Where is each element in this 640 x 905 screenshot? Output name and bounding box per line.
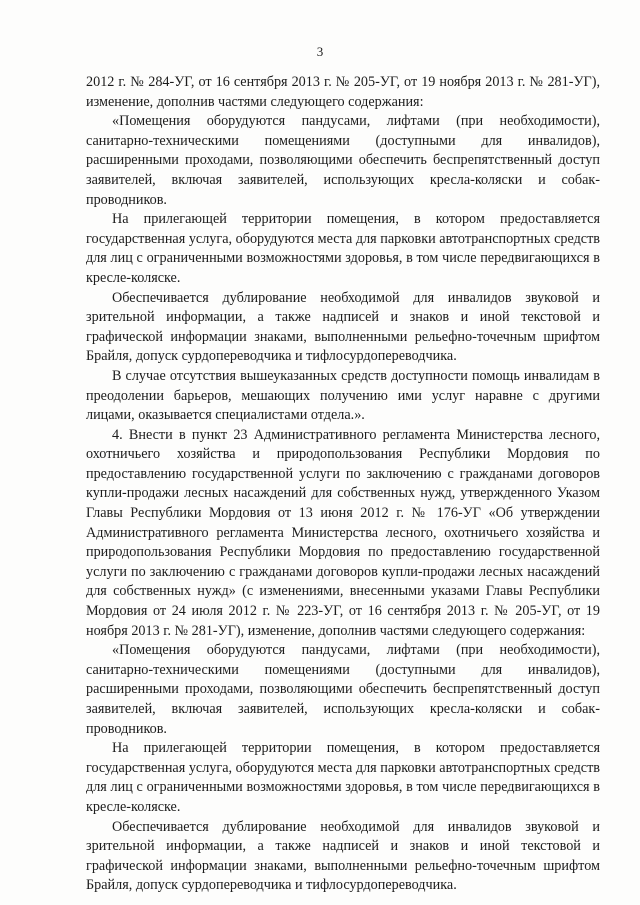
paragraph-staff-assistance: В случае отсутствия вышеуказанных средств доступности помощь инвалидам в преодолении барьеров, мешающих получению ими услуг наравне с другими лицами, оказывается специалистами отдела.».: [86, 367, 600, 424]
paragraph-information-duplication-2: Обеспечивается дублирование необходимой для инвалидов звуковой и зрительной информации, а также надписей и знаков и иной текстовой и графической информации знаками, выполненными рельефно-точечным шрифтом Брайля, допуск сурдопереводчика и тифлосурдопереводчика.: [86, 818, 600, 894]
paragraph-parking-places: На прилегающей территории помещения, в котором предоставляется государственная услуга, оборудуются места для парковки автотранспортных средств для лиц с ограниченными возможностями здоровья, в том числе передвигающихся в кресле-коляске.: [86, 211, 600, 286]
paragraph-continuation-amendment: 2012 г. № 284-УГ, от 16 сентября 2013 г. № 205-УГ, от 19 ноября 2013 г. № 281-УГ), изменение, дополнив частями следующего содержания:: [86, 74, 600, 110]
page-number: 3: [316, 44, 324, 59]
document-body: [86, 73, 600, 896]
paragraph-information-duplication: Обеспечивается дублирование необходимой для инвалидов звуковой и зрительной информации, а также надписей и знаков и иной текстовой и графической информации знаками, выполненными рельефно-точечным шрифтом Брайля, допуск сурдопереводчика и тифлосурдопереводчика.: [86, 289, 600, 365]
paragraph-item-4-amendment: 4. Внести в пункт 23 Административного регламента Министерства лесного, охотничьего хозяйства и природопользования Республики Мордовия по предоставлению государственной услуги по заключению с гражданами договоров купли-продажи лесных насаждений для собственных нужд, утвержденного Указом Главы Республики Мордовия от 13 июня 2012 г. № 176-УГ «Об утверждении Административного регламента Министерства лесного, охотничьего хозяйства и природопользования Республики Мордовия по предоставлению государственной услуги по заключению с гражданами договоров купли-продажи лесных насаждений для собственных нужд» (с изменениями, внесенными указами Главы Республики Мордовия от 24 июля 2012 г. № 223-УГ, от 16 сентября 2013 г. № 205-УГ, от 19 ноября 2013 г. № 281-УГ), изменение, дополнив частями следующего содержания:: [86, 426, 600, 639]
paragraph-parking-places-2: На прилегающей территории помещения, в котором предоставляется государственная услуга, оборудуются места для парковки автотранспортных средств для лиц с ограниченными возможностями здоровья, в том числе передвигающихся в кресле-коляске.: [86, 740, 600, 815]
paragraph-premises-equipment-2: «Помещения оборудуются пандусами, лифтами (при необходимости), санитарно-техническими помещениями (доступными для инвалидов), расширенными проходами, позволяющими обеспечить беспрепятственный доступ заявителей, включая заявителей, использующих кресла-коляски и собак-проводников.: [86, 642, 600, 737]
paragraph-premises-equipment: «Помещения оборудуются пандусами, лифтами (при необходимости), санитарно-техническими помещениями (доступными для инвалидов), расширенными проходами, позволяющими обеспечить беспрепятственный доступ заявителей, включая заявителей, использующих кресла-коляски и собак-проводников.: [86, 113, 600, 208]
